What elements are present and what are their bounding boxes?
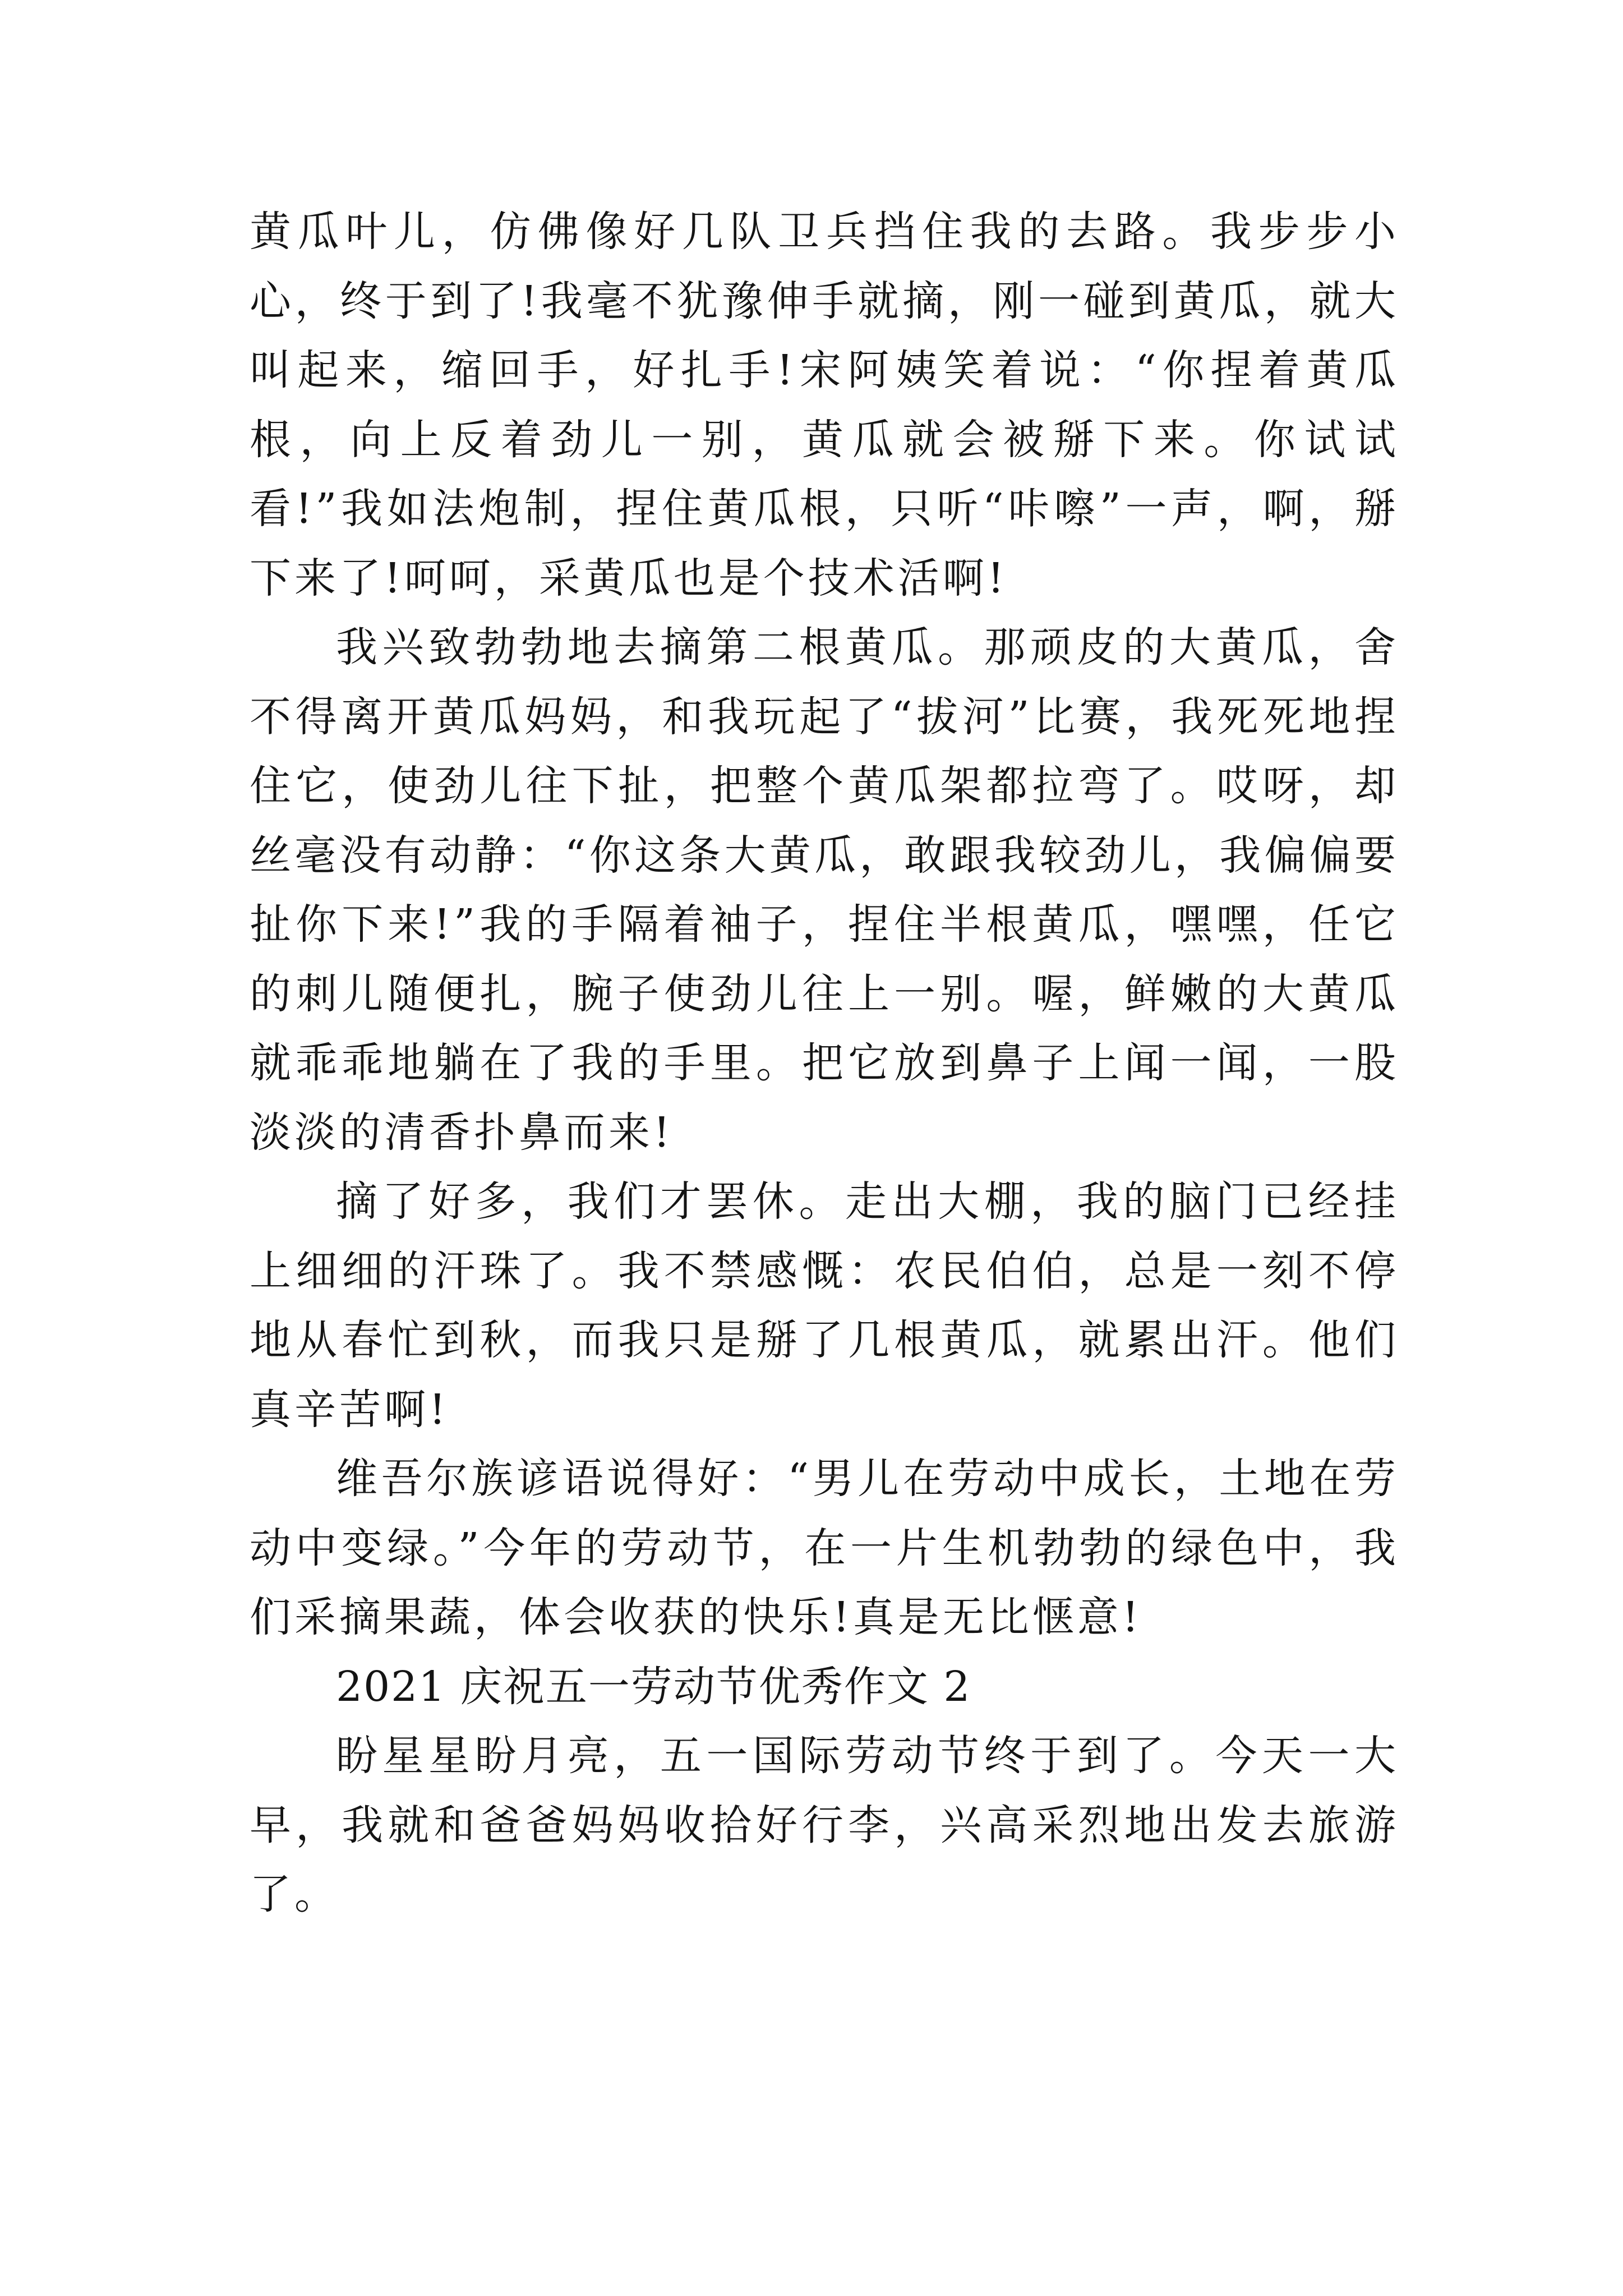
paragraph-5: 盼星星盼月亮，五一国际劳动节终于到了。今天一大早，我就和爸爸妈妈收拾好行李，兴高采烈地出发去旅游了。 <box>250 1732 1399 1918</box>
paragraph-4: 维吾尔族谚语说得好：“男儿在劳动中成长，土地在劳动中变绿。”今年的劳动节，在一片生机勃勃的绿色中，我们采摘果蔬，体会收获的快乐!真是无比惬意! <box>250 1455 1399 1641</box>
paragraph-3: 摘了好多，我们才罢休。走出大棚，我的脑门已经挂上细细的汗珠了。我不禁感慨：农民伯伯，总是一刻不停地从春忙到秋，而我只是掰了几根黄瓜，就累出汗。他们真辛苦啊! <box>250 1177 1399 1434</box>
essay-heading: 2021 庆祝五一劳动节优秀作文 2 <box>336 1662 971 1711</box>
paragraph-1: 黄瓜叶儿，仿佛像好几队卫兵挡住我的去路。我步步小心，终于到了!我毫不犹豫伸手就摘，刚一碰到黄瓜，就大叫起来，缩回手，好扎手!宋阿姨笑着说：“你捏着黄瓜根，向上反着劲儿一别，黄瓜就会被掰下来。你试试看!”我如法炮制，捏住黄瓜根，只听“咔嚓”一声，啊，掰下来了!呵呵，采黄瓜也是个技术活啊! <box>250 208 1399 602</box>
paragraph-2: 我兴致勃勃地去摘第二根黄瓜。那顽皮的大黄瓜，舍不得离开黄瓜妈妈，和我玩起了“拔河”比赛，我死死地捏住它，使劲儿往下扯，把整个黄瓜架都拉弯了。哎呀，却丝毫没有动静：“你这条大黄瓜，敢跟我较劲儿，我偏偏要扯你下来!”我的手隔着袖子，捏住半根黄瓜，嘿嘿，任它的刺儿随便扎，腕子使劲儿往上一别。喔，鲜嫩的大黄瓜就乖乖地躺在了我的手里。把它放到鼻子上闻一闻，一股淡淡的清香扑鼻而来! <box>250 623 1399 1157</box>
document-body <box>250 197 1399 1930</box>
